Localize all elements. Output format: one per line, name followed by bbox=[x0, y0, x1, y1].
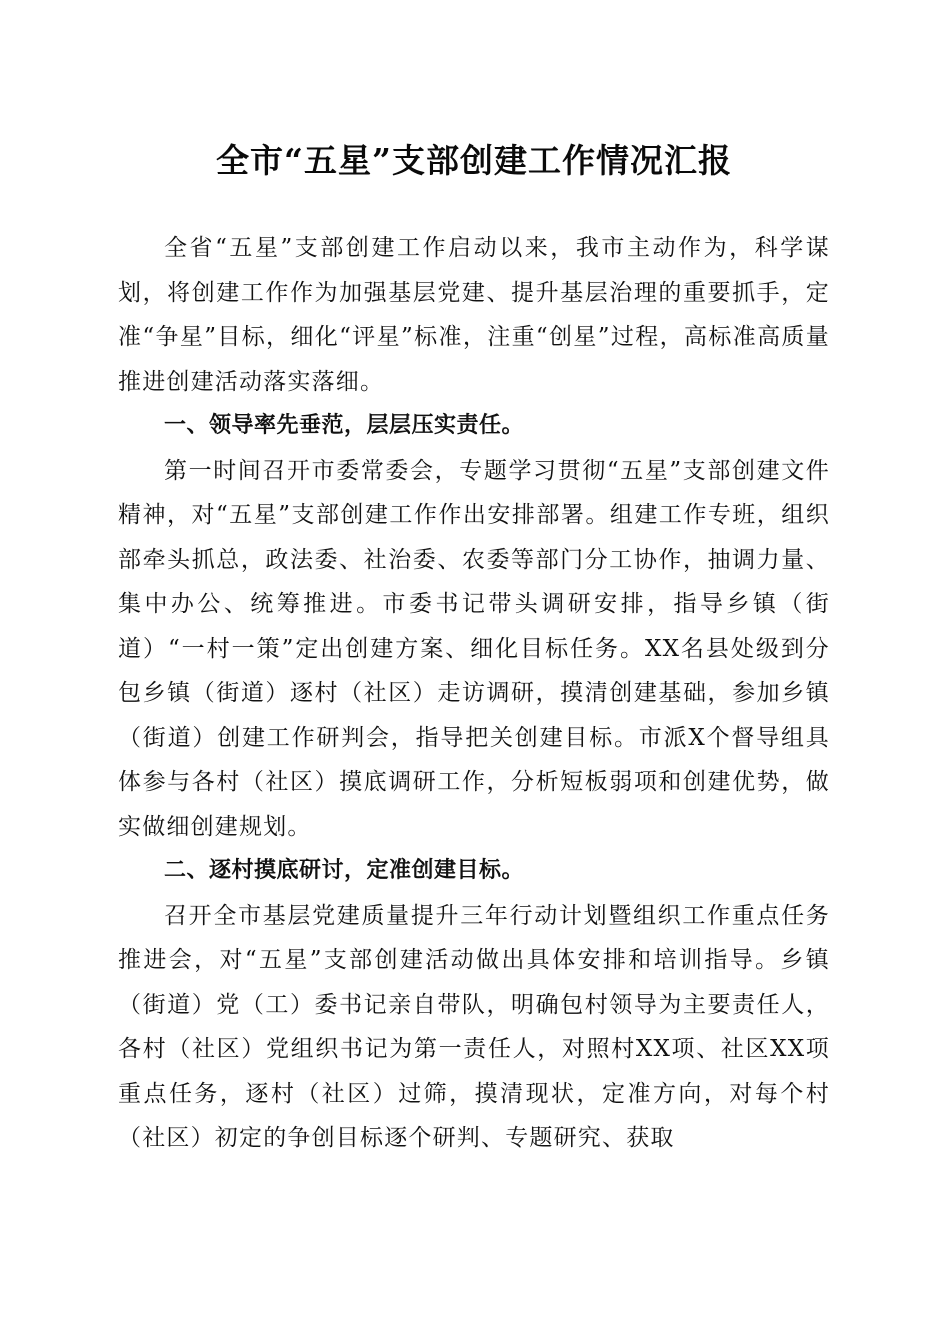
intro-paragraph: 全省“五星”支部创建工作启动以来，我市主动作为，科学谋划，将创建工作作为加强基层党建、提升基层治理的重要抓手，定准“争星”目标，细化“评星”标准，注重“创星”过程，高标准高质量推进创建活动落实落细。 bbox=[118, 235, 830, 395]
section-body: 第一时间召开市委常委会，专题学习贯彻“五星”支部创建文件精神，对“五星”支部创建工作作出安排部署。组建工作专班，组织部牵头抓总，政法委、社治委、农委等部门分工协作，抽调力量、集中办公、统筹推进。市委书记带头调研安排，指导乡镇（街道）“一村一策”定出创建方案、细化目标任务。XX名县处级到分包乡镇（街道）逐村（社区）走访调研，摸清创建基础，参加乡镇（街道）创建工作研判会，指导把关创建目标。市派X个督导组具体参与各村（社区）摸底调研工作，分析短板弱项和创建优势，做实做细创建规划。 bbox=[118, 457, 830, 840]
section-heading: 一、领导率先垂范，层层压实责任。 bbox=[164, 413, 525, 438]
section-heading: 二、逐村摸底研讨，定准创建目标。 bbox=[164, 858, 525, 883]
document-page bbox=[118, 138, 830, 1161]
section-body: 召开全市基层党建质量提升三年行动计划暨组织工作重点任务推进会，对“五星”支部创建活动做出具体安排和培训指导。乡镇（街道）党（工）委书记亲自带队，明确包村领导为主要责任人，各村（社区）党组织书记为第一责任人，对照村XX项、社区XX项重点任务，逐村（社区）过筛，摸清现状，定准方向，对每个村（社区）初定的争创目标逐个研判、专题研究、获取 bbox=[118, 902, 830, 1151]
section-1 bbox=[118, 404, 830, 849]
document-title: 全市“五星”支部创建工作情况汇报 bbox=[216, 141, 732, 180]
section-2 bbox=[118, 849, 830, 1161]
